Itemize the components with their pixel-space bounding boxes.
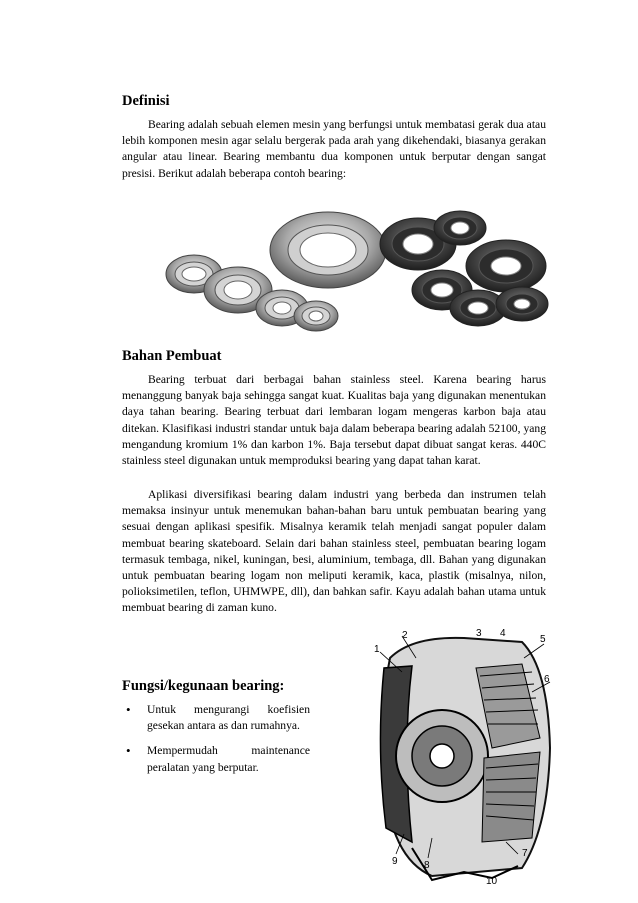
fungsi-list bbox=[122, 702, 310, 785]
callout-label: 1 bbox=[374, 644, 380, 655]
list-item bbox=[122, 702, 310, 734]
heading-fungsi: Fungsi/kegunaan bearing: bbox=[122, 678, 285, 694]
engine-cutaway-figure bbox=[372, 628, 558, 890]
callout-label: 2 bbox=[402, 630, 408, 641]
callout-label: 3 bbox=[476, 628, 482, 639]
paragraph-bahan-1: Bearing terbuat dari berbagai bahan stainless steel. Karena bearing harus menanggung banyak baja sehingga sangat kuat. Kualitas baja yang digunakan menentukan daya tahan bearing. Bearing terbuat dari lembaran logam mengeras karbon baja atau ditekan. Klasifikasi industri standar untuk baja dalam beberapa bearing adalah 52100, yang mengandung kromium 1% dan karbon 1%. Baja tersebut dapat dibuat sangat keras. 440C stainless steel digunakan untuk memproduksi bearing yang dapat tahan karat. bbox=[122, 373, 546, 468]
heading-definisi: Definisi bbox=[122, 93, 170, 109]
heading-bahan-pembuat: Bahan Pembuat bbox=[122, 348, 222, 364]
callout-label: 6 bbox=[544, 674, 550, 685]
callout-label: 4 bbox=[500, 628, 506, 639]
bearings-illustration bbox=[160, 208, 552, 336]
paragraph-bahan-2: Aplikasi diversifikasi bearing dalam industri yang berbeda dan instrumen telah memaksa insinyur untuk menemukan bahan-bahan baru untuk pembuatan bearing yang sesuai dengan aplikasi spesifik. Misalnya keramik telah menjadi sangat populer dalam membuat bearing skateboard. Selain dari bahan stainless steel, pembuatan bearing logam termasuk tembaga, nikel, kuningan, besi, aluminium, tembaga, dll. Bahan yang digunakan untuk pembuatan bearing logam non meliputi keramik, kaca, plastik (misalnya, nilon, polioksimetilen, teflon, UHMWPE, dll), dan bahkan safir. Kayu adalah bahan utama untuk membuat bearing di zaman kuno. bbox=[122, 488, 546, 615]
callout-label: 5 bbox=[540, 634, 546, 645]
paragraph-definisi: Bearing adalah sebuah elemen mesin yang berfungsi untuk membatasi gerak dua atau lebih komponen mesin agar selalu bergerak pada arah yang dikehendaki, biasanya gerakan angular atau linear. Bearing membantu dua komponen untuk berputar dengan sangat presisi. Berikut adalah beberapa contoh bearing: bbox=[122, 118, 546, 180]
engine-cutaway-illustration bbox=[372, 628, 558, 890]
bullet-icon: • bbox=[126, 743, 131, 759]
bearing-large bbox=[270, 212, 386, 288]
callout-label: 8 bbox=[424, 860, 430, 871]
list-item bbox=[122, 743, 310, 775]
list-item-text: Mempermudah maintenance peralatan yang berputar. bbox=[147, 744, 310, 774]
list-item-text: Untuk mengurangi koefisien gesekan antara as dan rumahnya. bbox=[147, 703, 310, 733]
callout-label: 7 bbox=[522, 848, 528, 859]
callout-label: 10 bbox=[486, 876, 498, 887]
bearings-photo bbox=[160, 208, 552, 336]
bullet-icon: • bbox=[126, 702, 131, 717]
callout-label: 9 bbox=[392, 856, 398, 867]
